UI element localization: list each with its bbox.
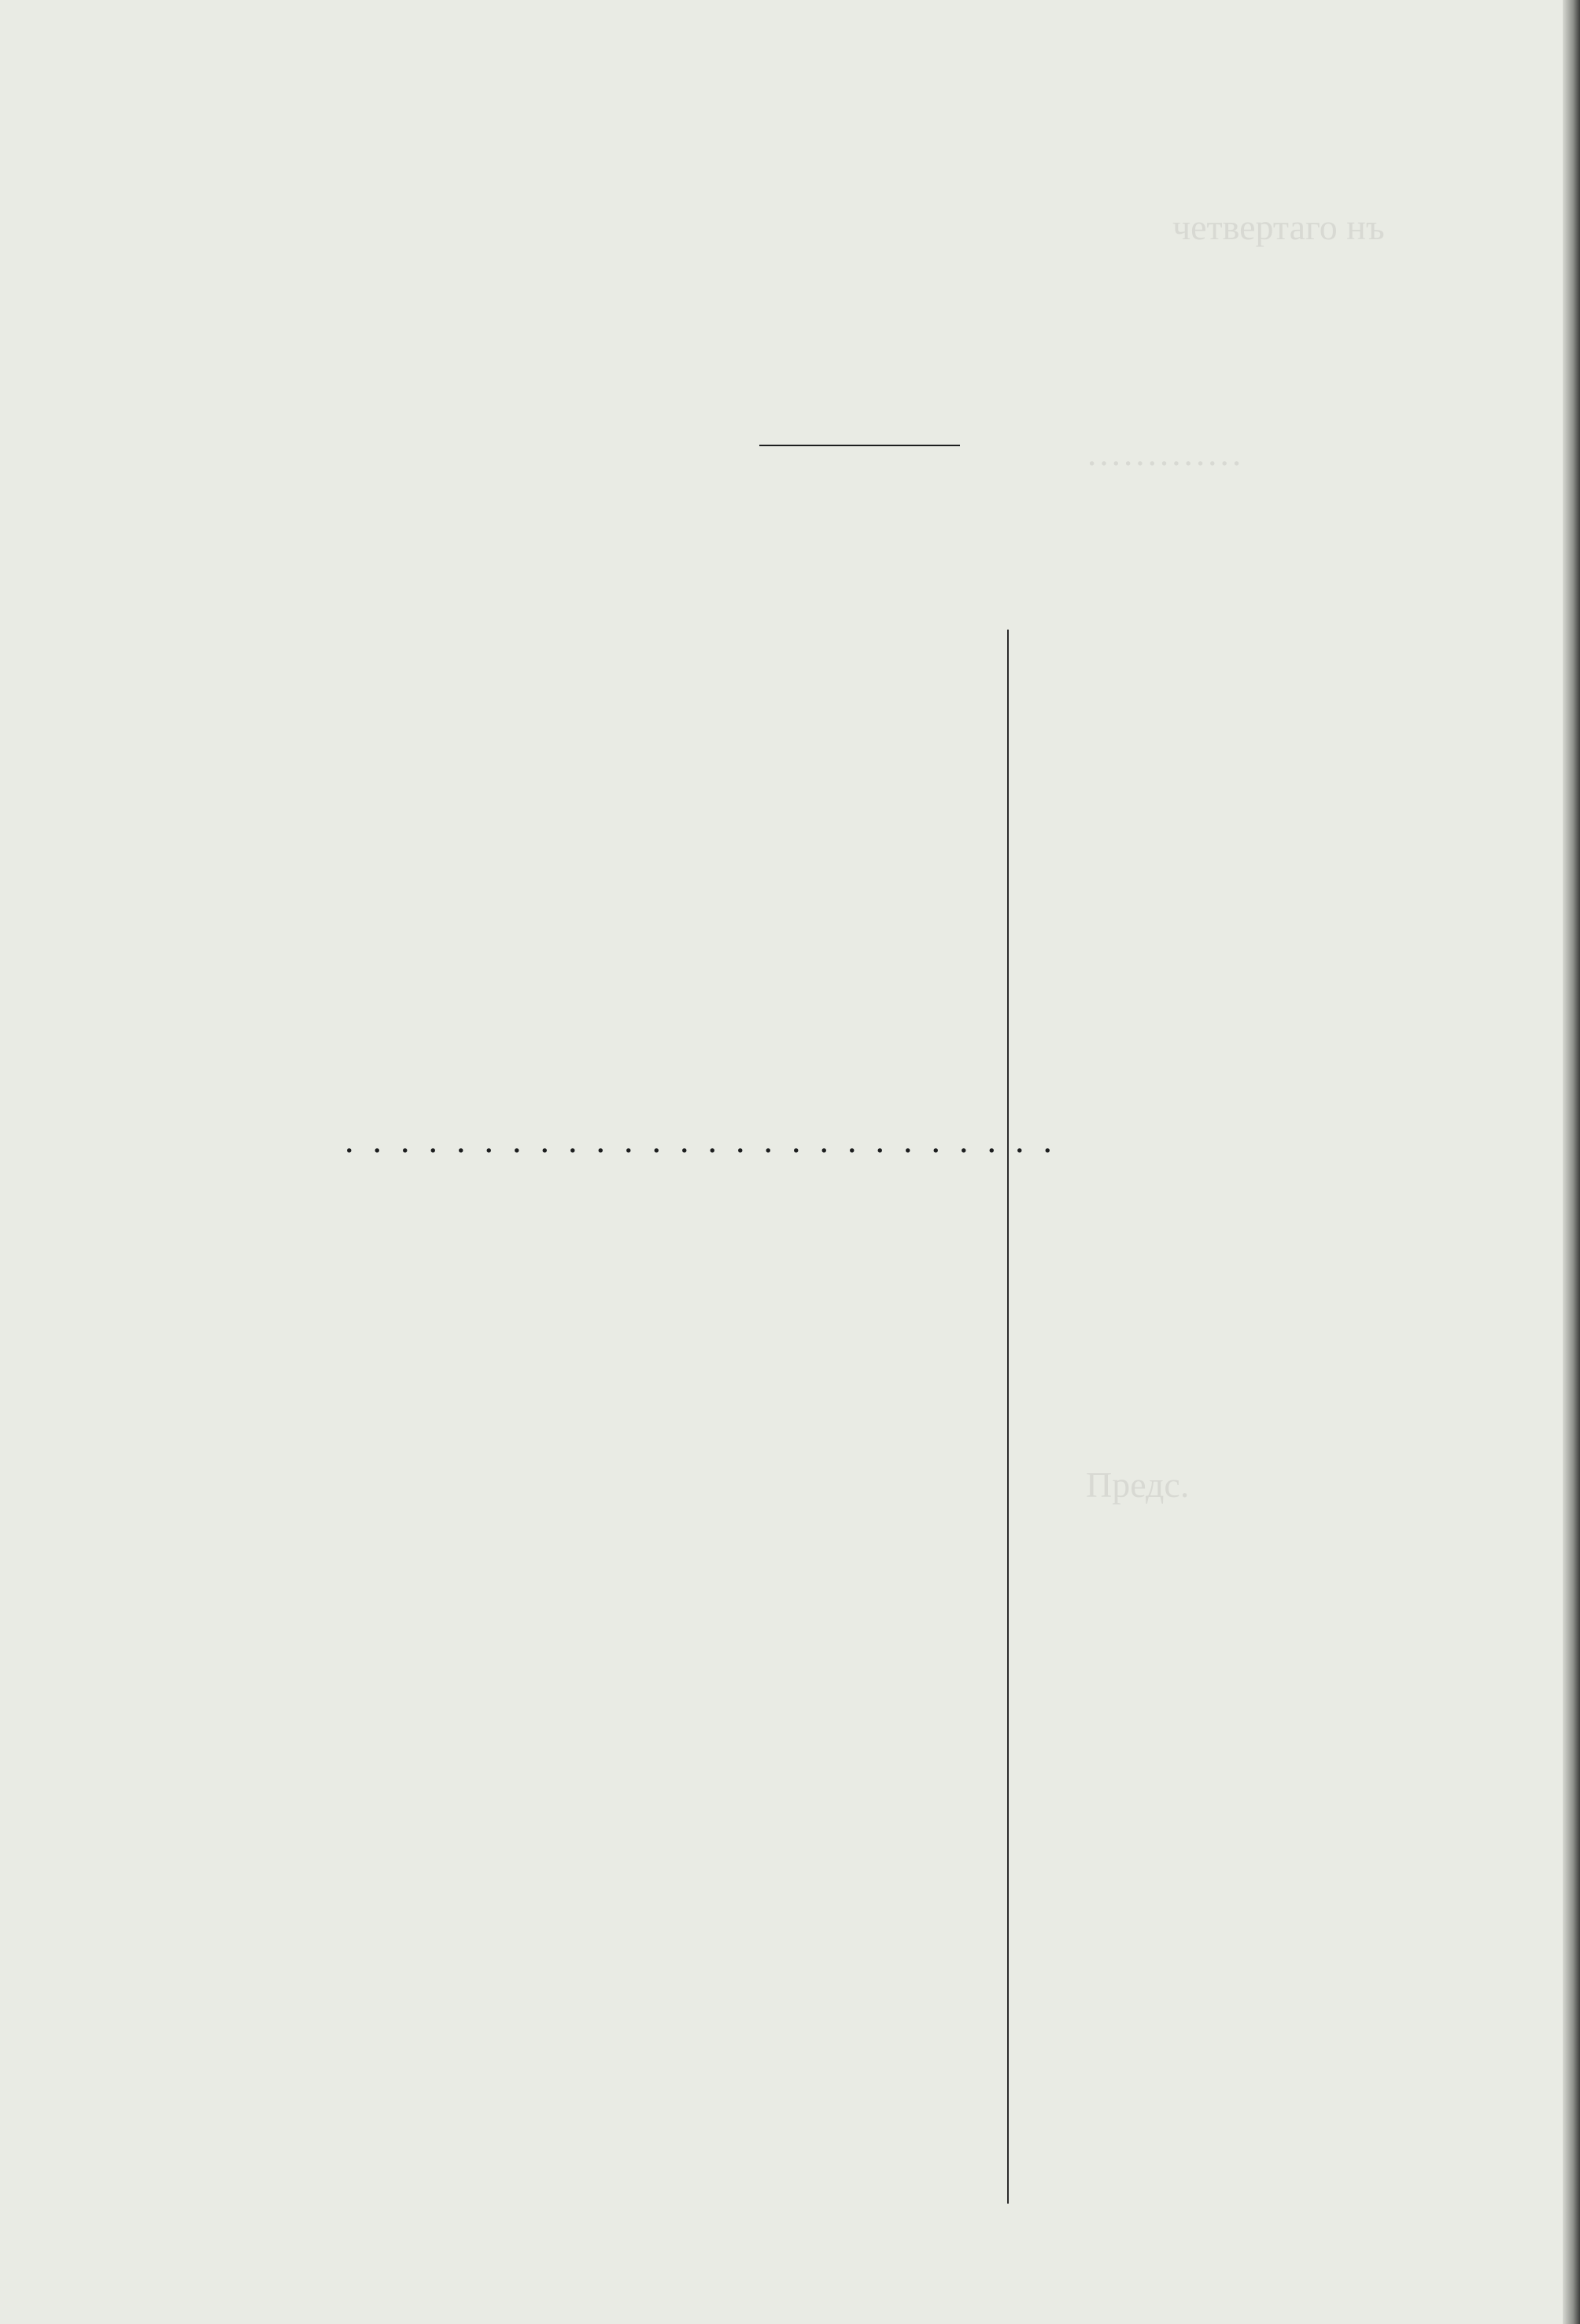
bleed-through-text: четвертаго нъ [1172,207,1385,247]
separator-rule [759,445,960,446]
column-divider [1007,630,1009,2204]
entry-last-line [345,1120,1071,1160]
leader-dots: .......................... [345,1120,1071,1160]
bleed-through-text: Предс. [1086,1465,1190,1505]
page-edge-shadow [1563,0,1580,2324]
bleed-through-text: ············· [1086,443,1243,483]
